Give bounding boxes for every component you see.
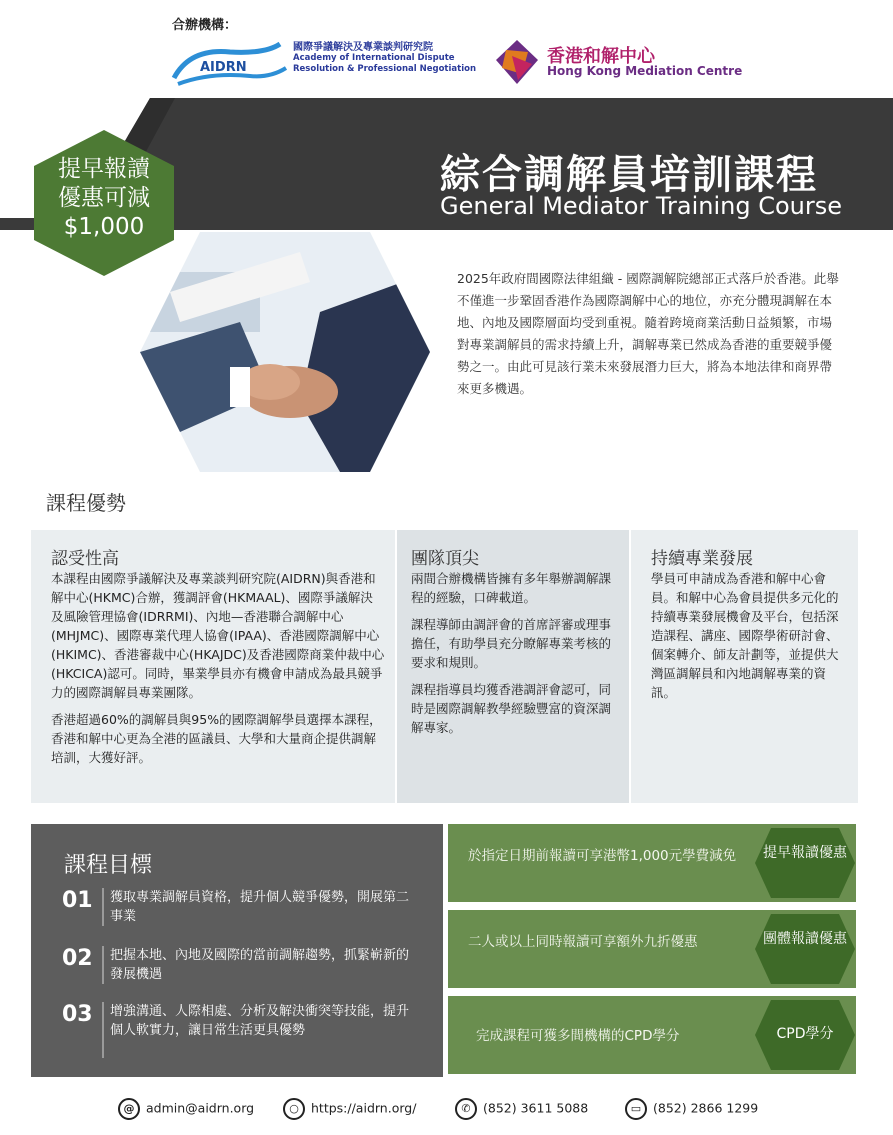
email-icon: @ <box>118 1098 140 1120</box>
goal-divider <box>102 1002 104 1058</box>
offer-text: 二人或以上同時報讀可享額外九折優惠 <box>468 934 698 950</box>
hkmc-name-en: Hong Kong Mediation Centre <box>547 64 743 78</box>
goal-divider <box>102 888 104 926</box>
goal-number: 02 <box>62 946 93 971</box>
aidrn-name-zh: 國際爭議解決及專業談判研究院 <box>293 42 433 53</box>
offer-hexagon <box>753 912 857 986</box>
goal-text: 增強溝通、人際相處、分析及解決衝突等技能，提升個人軟實力，讓日常生活更具優勢 <box>110 1004 410 1038</box>
promo-line-3: $1,000 <box>63 214 145 240</box>
page-title: 綜合調解員培訓課程 <box>440 152 818 198</box>
goal-divider <box>102 946 104 984</box>
goals-title: 課程目標 <box>64 853 153 878</box>
globe-icon: ○ <box>283 1098 305 1120</box>
offer-text: 完成課程可獲多間機構的CPD學分 <box>476 1028 680 1044</box>
panel-paragraph: 香港超過60%的調解員與95%的國際調解學員選擇本課程，香港和解中心更為全港的區議員、大學和大量商企提供調解培訓，大獲好評。 <box>51 712 382 765</box>
advantage-panel-recognition <box>31 530 395 803</box>
offer-cpd <box>448 996 856 1074</box>
contact-fax <box>625 1098 758 1120</box>
aidrn-logo-text: AIDRN <box>200 60 247 75</box>
advantage-panel-team <box>397 530 629 803</box>
advantage-panel-cpd <box>631 530 858 803</box>
promo-line-2: 優惠可減 <box>58 185 150 211</box>
panel-title: 團隊頂尖 <box>411 549 479 569</box>
goal-text: 把握本地、內地及國際的當前調解趨勢，抓緊嶄新的發展機遇 <box>110 948 410 982</box>
phone-text[interactable]: (852) 3611 5088 <box>483 1100 589 1116</box>
website-text[interactable]: https://aidrn.org/ <box>311 1100 417 1116</box>
handshake-photo <box>140 232 430 472</box>
email-text[interactable]: admin@aidrn.org <box>146 1100 255 1116</box>
goal-number: 03 <box>62 1002 93 1027</box>
aidrn-name-en: Academy of International Dispute Resolution & Professional Negotiation <box>293 53 477 74</box>
offer-text: 於指定日期前報讀可享港幣1,000元學費減免 <box>468 848 737 864</box>
fax-text: (852) 2866 1299 <box>653 1100 759 1116</box>
panel-paragraph: 課程指導員均獲香港調評會認可，同時是國際調解教學經驗豐富的資深調解專家。 <box>411 682 612 735</box>
offer-label: CPD學分 <box>776 1026 834 1042</box>
hkmc-name-zh: 香港和解中心 <box>547 46 655 67</box>
offer-early-bird <box>448 824 856 902</box>
offer-hexagon <box>753 826 857 900</box>
contact-phone[interactable] <box>455 1098 588 1120</box>
hkmc-logo <box>492 38 542 86</box>
panel-title: 持續專業發展 <box>651 549 753 569</box>
offer-group <box>448 910 856 988</box>
goal-text: 獲取專業調解員資格，提升個人競爭優勢，開展第二事業 <box>110 890 410 924</box>
offer-label: 提早報讀優惠 <box>763 845 847 861</box>
panel-paragraph: 本課程由國際爭議解決及專業談判研究院(AIDRN)與香港和解中心(HKMC)合辦，獲調評會(HKMAAL)、國際爭議解決及風險管理協會(IDRRMI)、內地—香港聯合調解中心(MHJMC)、國際專業代理人協會(IPAA)、香港國際調解中心(HKIMC)、香港審裁中心(HKAJDC)及香港國際商業仲裁中心(HKCICA)認可。同時，畢業學員亦有機會申請成為最具競爭力的國際調解員專業團隊。 <box>51 571 385 700</box>
promo-line-1: 提早報讀 <box>58 156 150 182</box>
promo-text <box>30 155 178 242</box>
advantages-title: 課程優勢 <box>46 491 126 515</box>
phone-icon: ✆ <box>455 1098 477 1120</box>
intro-paragraph: 2025年政府間國際法律組織 - 國際調解院總部正式落戶於香港。此舉不僅進一步鞏固香港作為國際調解中心的地位，亦充分體現調解在本地、內地及國際層面均受到重視。隨着跨境商業活動日益頻繁，市場對專業調解員的需求持續上升，調解專業已然成為香港的重要競爭優勢之一。由此可見該行業未來發展潛力巨大，將為本地法律和商界帶來更多機遇。 <box>457 271 839 396</box>
offer-label: 團體報讀優惠 <box>763 931 847 947</box>
panel-paragraph: 兩間合辦機構皆擁有多年舉辦調解課程的經驗，口碑載道。 <box>411 571 612 605</box>
panel-paragraph: 課程導師由調評會的首席評審或理事擔任，有助學員充分瞭解專業考核的要求和規則。 <box>411 617 612 670</box>
panel-paragraph: 學員可申請成為香港和解中心會員。和解中心為會員提供多元化的持續專業發展機會及平台，包括深造課程、講座、國際學術研討會、個案轉介、師友計劃等，並提供大灣區調解員和內地調解專業的資訊。 <box>651 571 839 700</box>
aidrn-name <box>293 42 488 75</box>
fax-icon: ▭ <box>625 1098 647 1120</box>
page-subtitle: General Mediator Training Course <box>440 192 842 220</box>
goal-number: 01 <box>62 888 93 913</box>
aidrn-logo <box>170 38 290 90</box>
contact-email[interactable] <box>118 1098 254 1120</box>
contact-website[interactable] <box>283 1098 416 1120</box>
organizers-label: 合辦機構： <box>172 18 238 33</box>
panel-title: 認受性高 <box>51 549 119 569</box>
